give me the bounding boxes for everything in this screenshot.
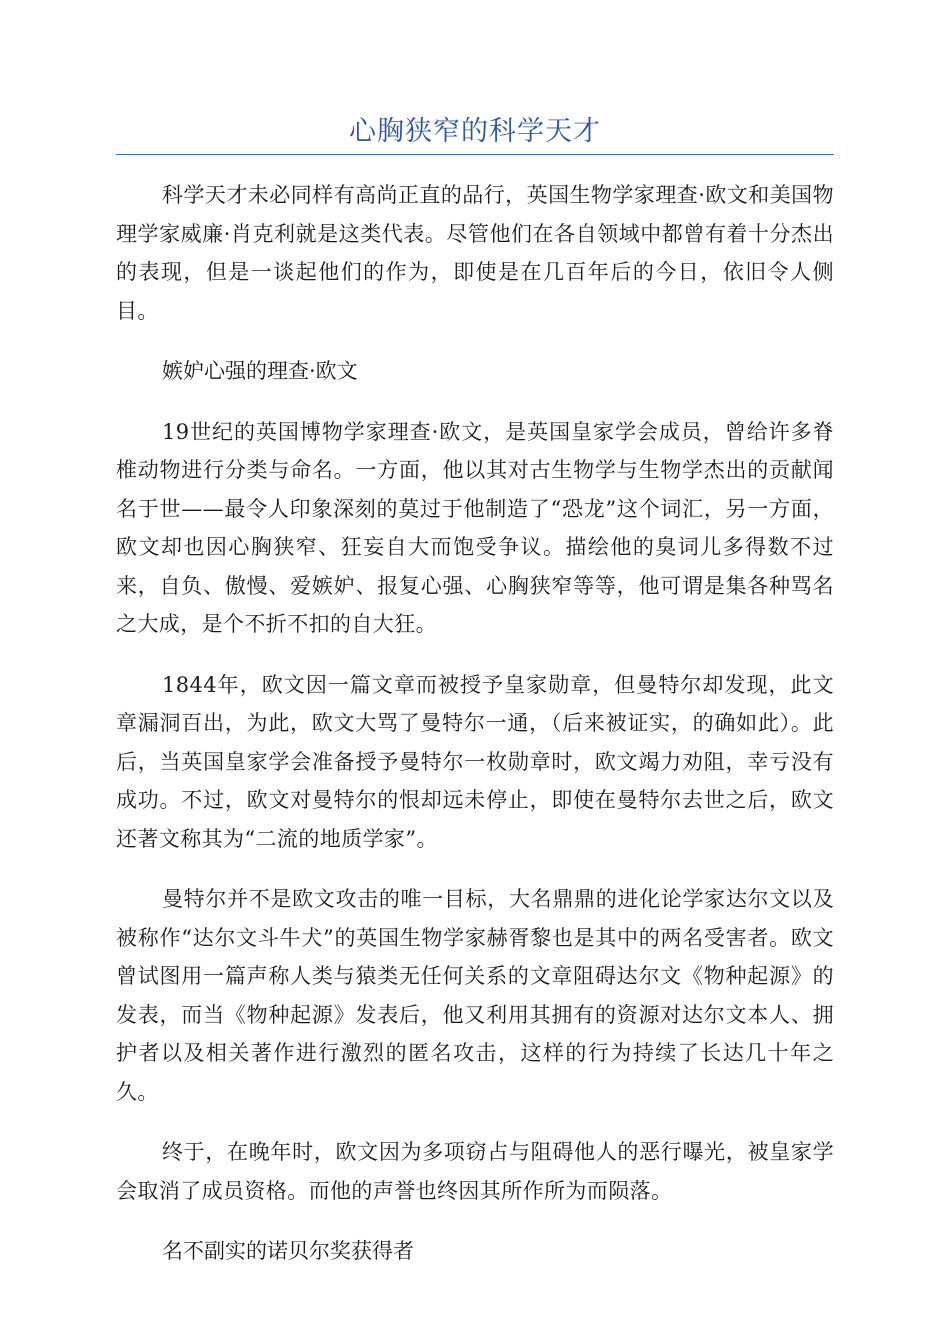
intro-paragraph: 科学天才未必同样有高尚正直的品行，英国生物学家理查·欧文和美国物理学家威廉·肖克利就是这类代表。尽管他们在各自领域中都曾有着十分杰出的表现，但是一谈起他们的作为，即使是在几百年后的今日，依旧令人侧目。 xyxy=(116,183,834,323)
document-body xyxy=(116,176,834,1293)
document-title: 心胸狭窄的科学天才 xyxy=(349,116,601,147)
body-paragraph: 曼特尔并不是欧文攻击的唯一目标，大名鼎鼎的进化论学家达尔文以及被称作“达尔文斗牛犬”的英国生物学家赫胥黎也是其中的两名受害者。欧文曾试图用一篇声称人类与猿类无任何关系的文章阻碍达尔文《物种起源》的发表，而当《物种起源》发表后，他又利用其拥有的资源对达尔文本人、拥护者以及相关著作进行激烈的匿名攻击，这样的行为持续了长达几十年之久。 xyxy=(116,887,834,1104)
body-paragraph: 19世纪的英国博物学家理查·欧文，是英国皇家学会成员，曾给许多脊椎动物进行分类与命名。一方面，他以其对古生物学与生物学杰出的贡献闻名于世——最令人印象深刻的莫过于他制造了“恐龙”这个词汇，另一方面，欧文却也因心胸狭窄、狂妄自大而饱受争议。描绘他的臭词儿多得数不过来，自负、傲慢、爱嫉妒、报复心强、心胸狭窄等等，他可谓是集各种骂名之大成，是个不折不扣的自大狂。 xyxy=(116,419,834,636)
section-heading-nobel: 名不副实的诺贝尔奖获得者 xyxy=(162,1239,414,1263)
title-underline xyxy=(116,154,834,155)
section-heading-owen: 嫉妒心强的理查·欧文 xyxy=(162,359,358,383)
body-paragraph: 终于，在晚年时，欧文因为多项窃占与阻碍他人的恶行曝光，被皇家学会取消了成员资格。而他的声誉也终因其所作所为而陨落。 xyxy=(116,1140,834,1203)
body-paragraph: 1844年，欧文因一篇文章而被授予皇家勋章，但曼特尔却发现，此文章漏洞百出，为此，欧文大骂了曼特尔一通，（后来被证实，的确如此）。此后，当英国皇家学会准备授予曼特尔一枚勋章时，欧文竭力劝阻，幸亏没有成功。不过，欧文对曼特尔的恨却远未停止，即使在曼特尔去世之后，欧文还著文称其为“二流的地质学家”。 xyxy=(116,672,834,851)
